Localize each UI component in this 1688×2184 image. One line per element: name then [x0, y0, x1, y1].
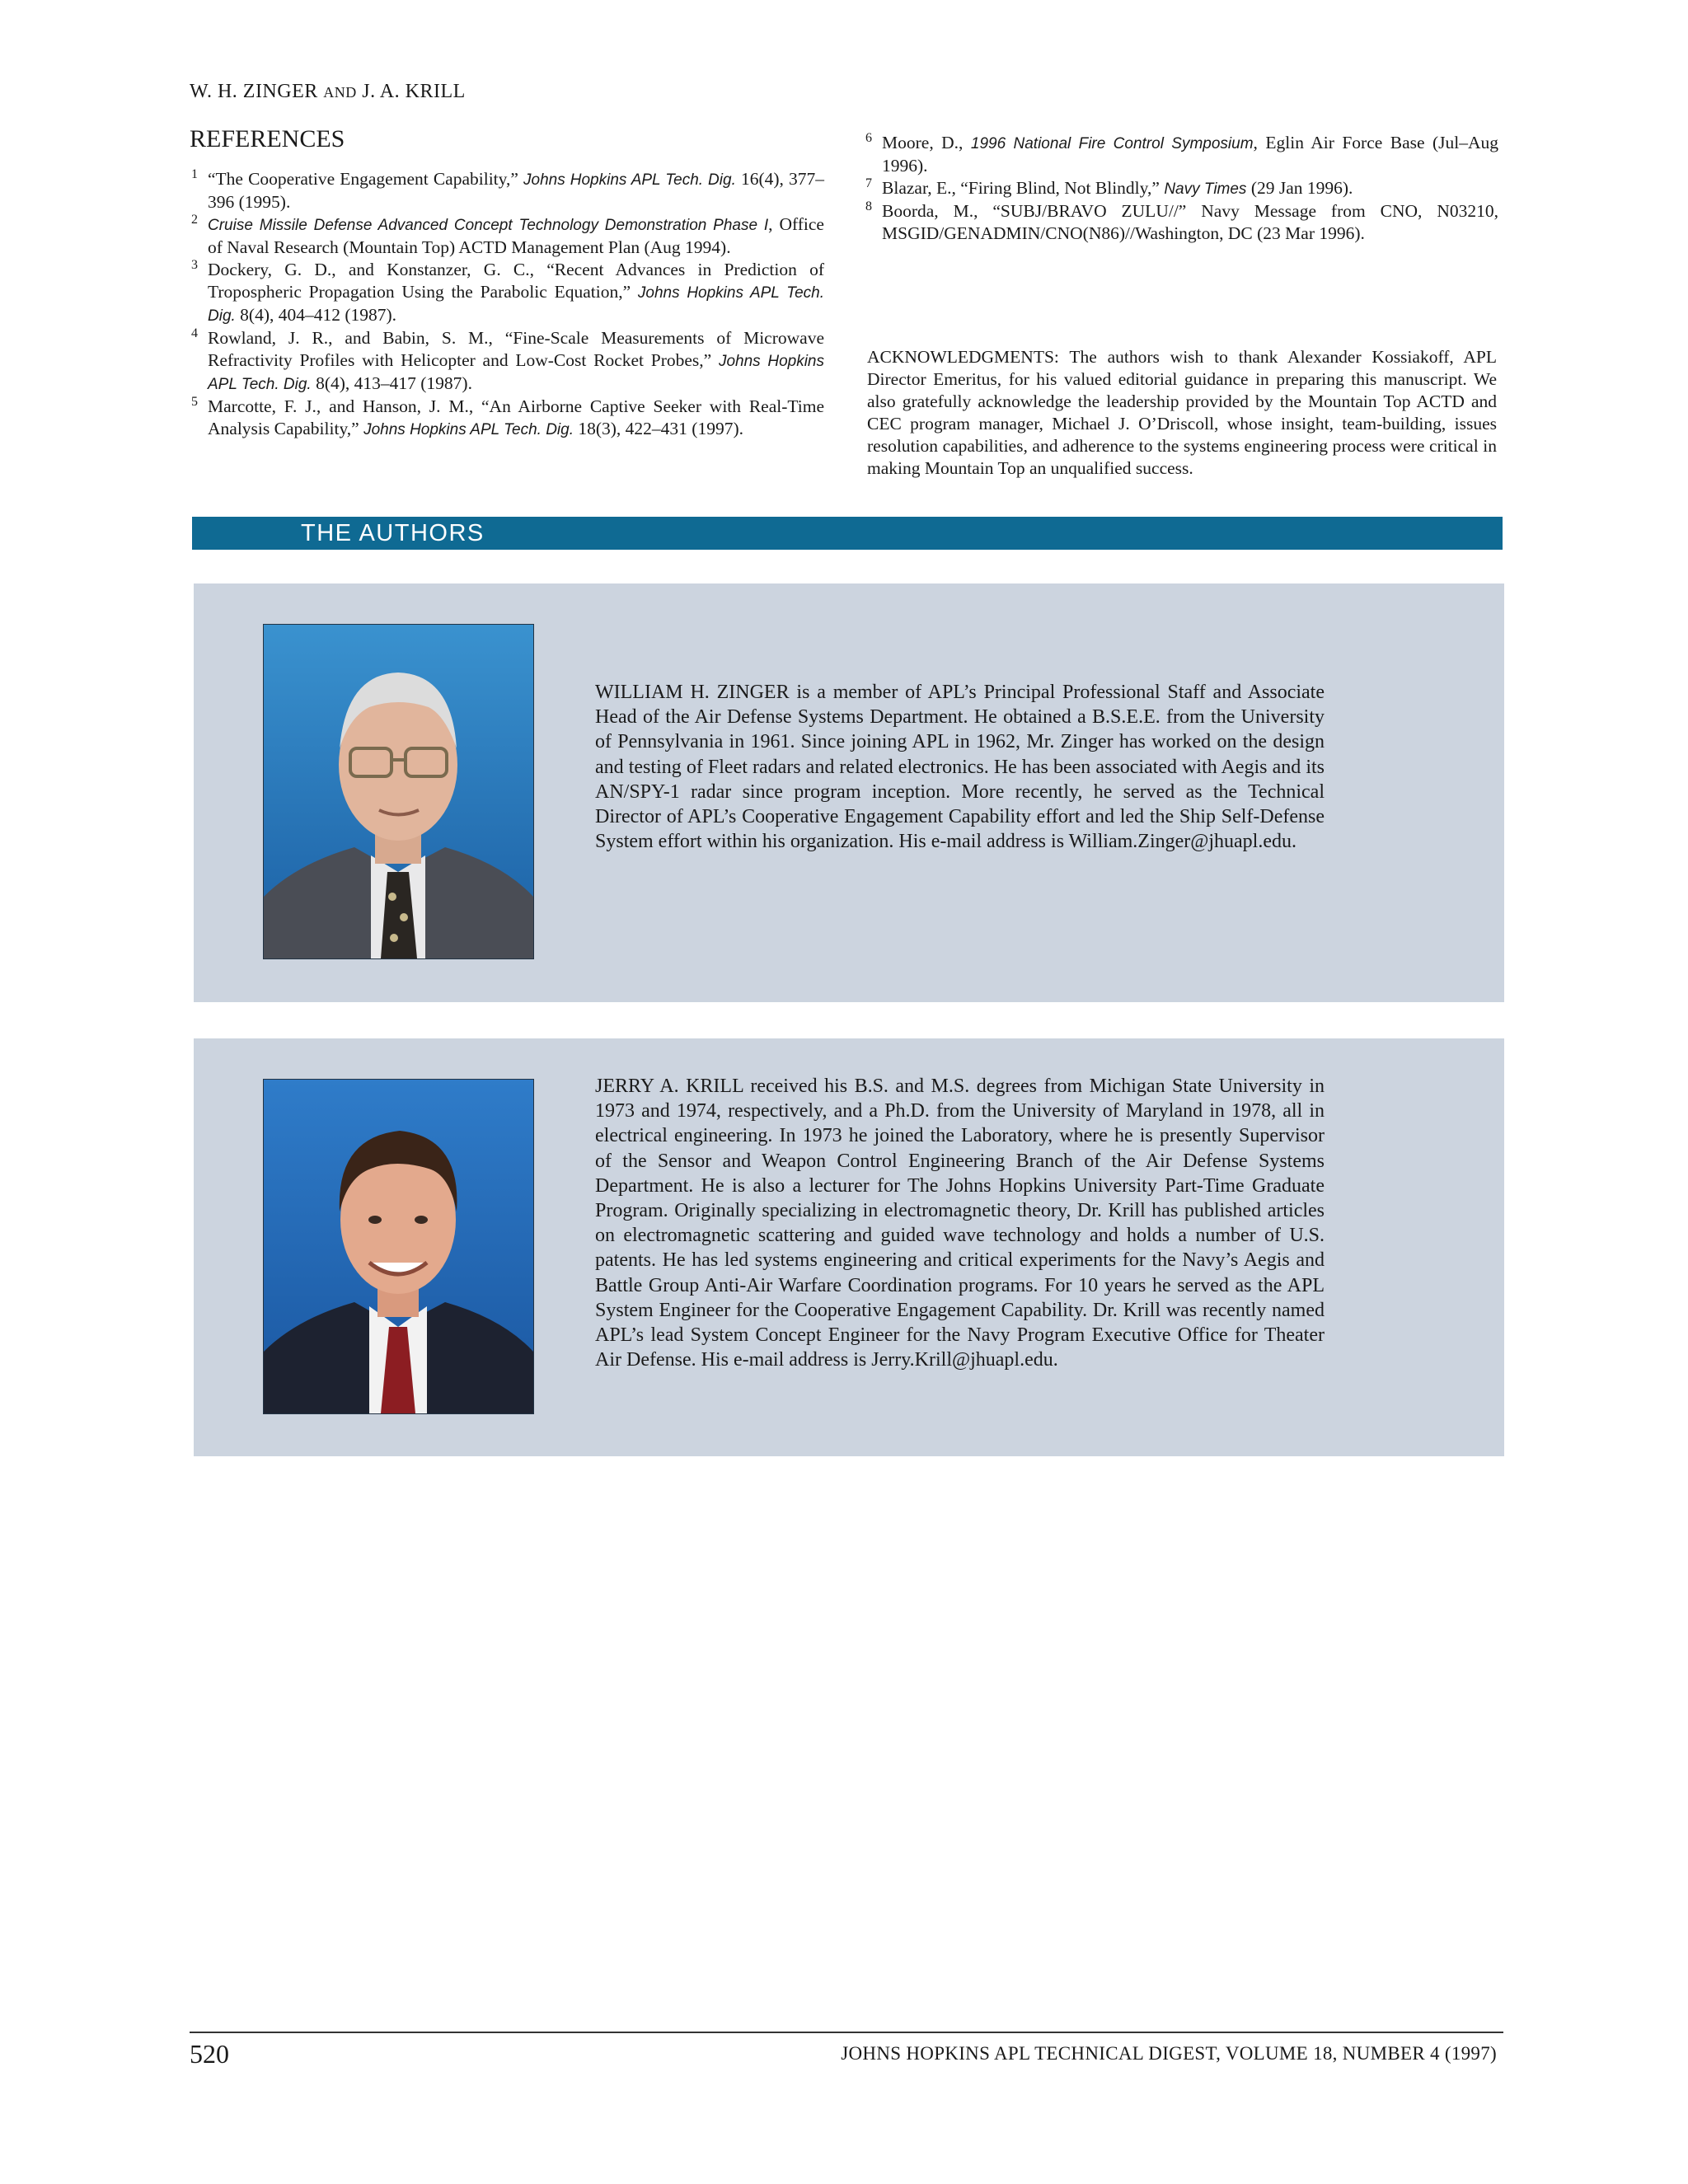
reference-source: Johns Hopkins APL Tech. Dig.: [363, 421, 574, 438]
author-bio-zinger: WILLIAM H. ZINGER is a member of APL’s Principal Professional Staff and Associate Head of the Air Defense Systems Department. He obtained a B.S.E.E. from the University of Pennsylvania in 1961. Since joining APL in 1962, Mr. Zinger has worked on the design and testing of Fleet radars and related electronics. He has been associated with Aegis and its AN/SPY-1 radar since program inception. More recently, he served as the Technical Director of APL’s Cooperative Engagement Capability effort and led the Ship Self-Defense System effort within his organization. His e-mail address is William.Zinger@jhuapl.edu.: [595, 682, 1325, 853]
reference-number: 2: [191, 213, 198, 227]
footer-rule: [190, 2032, 1503, 2033]
authors-heading-bar: [192, 517, 1503, 550]
reference-number: 8: [865, 199, 872, 213]
reference-text-tail: , Office of Naval Research (Mountain Top) ACTD Management Plan (Aug 1994).: [208, 214, 824, 257]
reference-number: 3: [191, 258, 198, 272]
author-photo-zinger: [264, 625, 533, 958]
reference-number: 5: [191, 395, 198, 409]
reference-text: Dockery, G. D., and Konstanzer, G. C., “Recent Advances in Prediction of Tropospheric Propagation Using the Parabolic Equation,”: [208, 260, 824, 302]
reference-text: Blazar, E., “Firing Blind, Not Blindly,”: [882, 178, 1165, 198]
running-head-and: AND: [323, 84, 357, 101]
reference-number: 7: [865, 176, 872, 190]
reference-number: 1: [191, 167, 198, 181]
reference-item: [190, 327, 824, 396]
author-name-2: J. A. KRILL: [362, 81, 466, 102]
reference-source: Johns Hopkins APL Tech. Dig.: [208, 284, 825, 325]
reference-text-tail: 8(4), 413–417 (1987).: [311, 373, 472, 393]
reference-text: Boorda, M., “SUBJ/BRAVO ZULU//” Navy Message from CNO, N03210, MSGID/GENADMIN/CNO(N86)//Washington, DC (23 Mar 1996).: [882, 201, 1498, 243]
reference-text: Moore, D.,: [882, 133, 971, 152]
reference-text-tail: (29 Jan 1996).: [1246, 178, 1353, 198]
reference-source: Johns Hopkins APL Tech. Dig.: [523, 171, 736, 189]
reference-text-tail: 16(4), 377–396 (1995).: [208, 169, 825, 212]
reference-item: [190, 168, 824, 213]
reference-item: [190, 213, 824, 259]
author-panel-krill: [194, 1038, 1504, 1456]
journal-footer: JOHNS HOPKINS APL TECHNICAL DIGEST, VOLUME 18, NUMBER 4 (1997): [841, 2043, 1497, 2064]
references-column-right: [864, 132, 1498, 246]
references-title: REFERENCES: [190, 125, 345, 152]
page-number: 520: [190, 2039, 229, 2069]
reference-item: [864, 200, 1498, 246]
author-panel-zinger: [194, 583, 1504, 1002]
reference-text: Rowland, J. R., and Babin, S. M., “Fine-Scale Measurements of Microwave Refractivity Profiles with Helicopter and Low-Cost Rocket Probes,”: [208, 328, 824, 370]
author-bio-krill: JERRY A. KRILL received his B.S. and M.S. degrees from Michigan State University in 1973 and 1974, respectively, and a Ph.D. from the University of Maryland in 1978, all in electrical engineering. In 1973 he joined the Laboratory, where he is presently Supervisor of the Sensor and Weapon Control Engineering Branch of the Air Defense Systems Department. He is also a lecturer for The Johns Hopkins University Part-Time Graduate Program. Originally specializing in electromagnetic theory, Dr. Krill has published articles on electromagnetic scattering and guided wave technology and holds a number of U.S. patents. He has led systems engineering and critical experiments for the Navy’s Aegis and Battle Group Anti-Air Warfare Coordination programs. For 10 years he served as the APL System Engineer for the Cooperative Engagement Capability. Dr. Krill was recently named APL’s lead System Concept Engineer for the Navy Program Executive Office for Theater Air Defense. His e-mail address is Jerry.Krill@jhuapl.edu.: [595, 1076, 1325, 1371]
reference-source: Johns Hopkins APL Tech. Dig.: [208, 353, 824, 393]
authors-heading: THE AUTHORS: [301, 520, 485, 546]
reference-text-tail: 8(4), 404–412 (1987).: [235, 305, 397, 325]
references-column-left: [190, 125, 824, 441]
reference-number: 4: [191, 326, 198, 340]
reference-item: [864, 132, 1498, 177]
reference-text: “The Cooperative Engagement Capability,”: [208, 169, 524, 189]
reference-source: 1996 National Fire Control Symposium: [970, 135, 1254, 152]
reference-source: Navy Times: [1164, 180, 1247, 198]
reference-item: [190, 396, 824, 441]
reference-text-tail: 18(3), 422–431 (1997).: [573, 419, 743, 438]
reference-source: Cruise Missile Defense Advanced Concept Technology Demonstration Phase I: [208, 217, 769, 234]
reference-text: Marcotte, F. J., and Hanson, J. M., “An Airborne Captive Seeker with Real-Time Analysis Capability,”: [208, 396, 824, 438]
reference-item: [190, 259, 824, 327]
reference-text-tail: , Eglin Air Force Base (Jul–Aug 1996).: [882, 133, 1499, 176]
author-photo-krill: [264, 1080, 533, 1413]
reference-item: [864, 177, 1498, 200]
author-name-1: W. H. ZINGER: [190, 81, 318, 102]
running-head: [190, 81, 466, 103]
acknowledgments: ACKNOWLEDGMENTS: The authors wish to thank Alexander Kossiakoff, APL Director Emeritus, for his valued editorial guidance in preparing this manuscript. We also gratefully acknowledge the leadership provided by the Mountain Top ACTD and CEC program manager, Michael J. O’Driscoll, whose insight, team-building, issues resolution capabilities, and adherence to the systems engineering process were critical in making Mountain Top an unqualified success.: [867, 347, 1497, 478]
reference-number: 6: [865, 131, 872, 145]
